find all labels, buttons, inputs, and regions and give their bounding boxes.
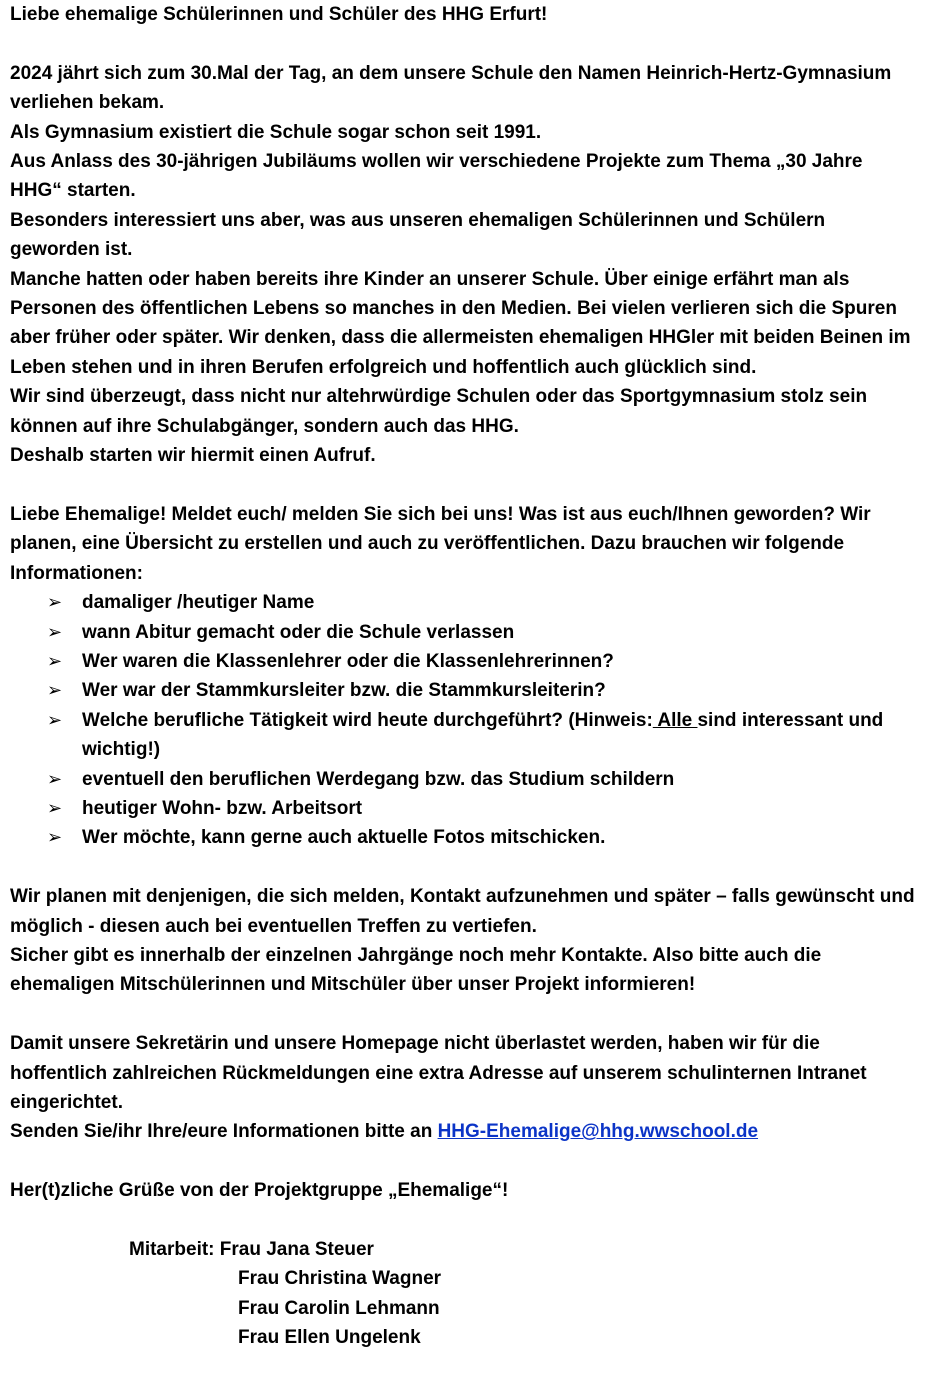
list-item bbox=[10, 823, 915, 852]
list-item bbox=[10, 794, 915, 823]
list-item bbox=[10, 706, 915, 765]
arrow-bullet-icon: ➢ bbox=[47, 827, 63, 849]
arrow-bullet-icon: ➢ bbox=[47, 592, 63, 614]
letter bbox=[10, 0, 915, 1353]
list-item-text: sind interessant und wichtig!) bbox=[82, 709, 884, 761]
send-prefix: Senden Sie/ihr Ihre/eure Informationen bitte an bbox=[10, 1121, 438, 1143]
list-item-emphasis: Alle bbox=[652, 709, 698, 731]
spacer bbox=[10, 29, 915, 58]
list-item-text: heutiger Wohn- bzw. Arbeitsort bbox=[82, 797, 363, 819]
staff-name: Frau Carolin Lehmann bbox=[238, 1297, 440, 1319]
spacer bbox=[10, 470, 915, 499]
list-item bbox=[10, 765, 915, 794]
list-item-text: Welche berufliche Tätigkeit wird heute durchgeführt? (Hinweis: bbox=[82, 709, 653, 731]
list-item bbox=[10, 588, 915, 617]
call-paragraph: Liebe Ehemalige! Meldet euch/ melden Sie sich bei uns! Was ist aus euch/Ihnen geworden? Wir planen, eine Übersicht zu erstellen und auch zu veröffentlichen. Dazu brauchen wir folgende Informationen: bbox=[10, 503, 871, 584]
intro-paragraph-5: Manche hatten oder haben bereits ihre Kinder an unserer Schule. Über einige erfährt man als Personen des öffentlichen Lebens so manches in den Medien. Bei vielen verlieren sich die Spuren aber früher oder später. Wir denken, dass die allermeisten ehemaligen HHGler mit beiden Beinen im Leben stehen und in ihren Berufen erfolgreich und hoffentlich auch glücklich sind. bbox=[10, 268, 911, 378]
spacer bbox=[10, 1000, 915, 1029]
email-link[interactable]: HHG-Ehemalige@hhg.wwschool.de bbox=[437, 1121, 759, 1143]
send-line bbox=[10, 1117, 915, 1146]
intranet-paragraph: Damit unsere Sekretärin und unsere Homepage nicht überlastet werden, haben wir für die hoffentlich zahlreichen Rückmeldungen eine extra Adresse auf unserem schulinternen Intranet eingerichtet. bbox=[10, 1033, 867, 1113]
intro-paragraph-6: Wir sind überzeugt, dass nicht nur altehrwürdige Schulen oder das Sportgymnasium stolz sein können auf ihre Schulabgänger, sondern auch das HHG. bbox=[10, 386, 868, 437]
list-item-text: wann Abitur gemacht oder die Schule verlassen bbox=[82, 621, 515, 643]
spacer bbox=[10, 1147, 915, 1176]
staff-name: Frau Christina Wagner bbox=[238, 1268, 442, 1290]
list-item-text: eventuell den beruflichen Werdegang bzw. das Studium schildern bbox=[82, 768, 675, 790]
staff-name: Frau Ellen Ungelenk bbox=[238, 1327, 421, 1349]
list-item-text: damaliger /heutiger Name bbox=[82, 592, 315, 614]
arrow-bullet-icon: ➢ bbox=[47, 621, 63, 643]
closing-line: Her(t)zliche Grüße von der Projektgruppe „Ehemalige“! bbox=[10, 1180, 509, 1202]
staff-block bbox=[10, 1235, 915, 1353]
contact-paragraph-1: Wir planen mit denjenigen, die sich melden, Kontakt aufzunehmen und später – falls gewünscht und möglich - diesen auch bei eventuellen Treffen zu vertiefen. bbox=[10, 886, 915, 937]
arrow-bullet-icon: ➢ bbox=[47, 650, 63, 672]
intro-paragraph-7: Deshalb starten wir hiermit einen Aufruf. bbox=[10, 445, 376, 467]
info-list bbox=[10, 588, 915, 853]
arrow-bullet-icon: ➢ bbox=[47, 797, 63, 819]
list-item bbox=[10, 647, 915, 676]
staff-row-1 bbox=[10, 1235, 915, 1264]
arrow-bullet-icon: ➢ bbox=[47, 768, 63, 790]
arrow-bullet-icon: ➢ bbox=[47, 680, 63, 702]
arrow-bullet-icon: ➢ bbox=[47, 709, 63, 731]
list-item bbox=[10, 676, 915, 705]
intro-paragraph-2: Als Gymnasium existiert die Schule sogar schon seit 1991. bbox=[10, 121, 542, 143]
staff-name: Frau Jana Steuer bbox=[219, 1238, 374, 1260]
list-item-text: Wer war der Stammkursleiter bzw. die Stammkursleiterin? bbox=[82, 680, 606, 702]
intro-paragraph-1: 2024 jährt sich zum 30.Mal der Tag, an dem unsere Schule den Namen Heinrich-Hertz-Gymnasium verliehen bekam. bbox=[10, 62, 892, 114]
staff-label: Mitarbeit: bbox=[129, 1238, 220, 1260]
intro-paragraph-4: Besonders interessiert uns aber, was aus unseren ehemaligen Schülerinnen und Schülern geworden ist. bbox=[10, 209, 826, 261]
greeting: Liebe ehemalige Schülerinnen und Schüler des HHG Erfurt! bbox=[10, 4, 548, 25]
list-item-text: Wer waren die Klassenlehrer oder die Klassenlehrerinnen? bbox=[82, 650, 614, 672]
intro-paragraph-3: Aus Anlass des 30-jährigen Jubiläums wollen wir verschiedene Projekte zum Thema „30 Jahre HHG“ starten. bbox=[10, 151, 863, 202]
list-item bbox=[10, 618, 915, 647]
spacer bbox=[10, 853, 915, 882]
spacer bbox=[10, 1206, 915, 1235]
list-item-text: Wer möchte, kann gerne auch aktuelle Fotos mitschicken. bbox=[82, 827, 606, 849]
contact-paragraph-2: Sicher gibt es innerhalb der einzelnen Jahrgänge noch mehr Kontakte. Also bitte auch die ehemaligen Mitschülerinnen und Mitschüler über unser Projekt informieren! bbox=[10, 944, 822, 996]
